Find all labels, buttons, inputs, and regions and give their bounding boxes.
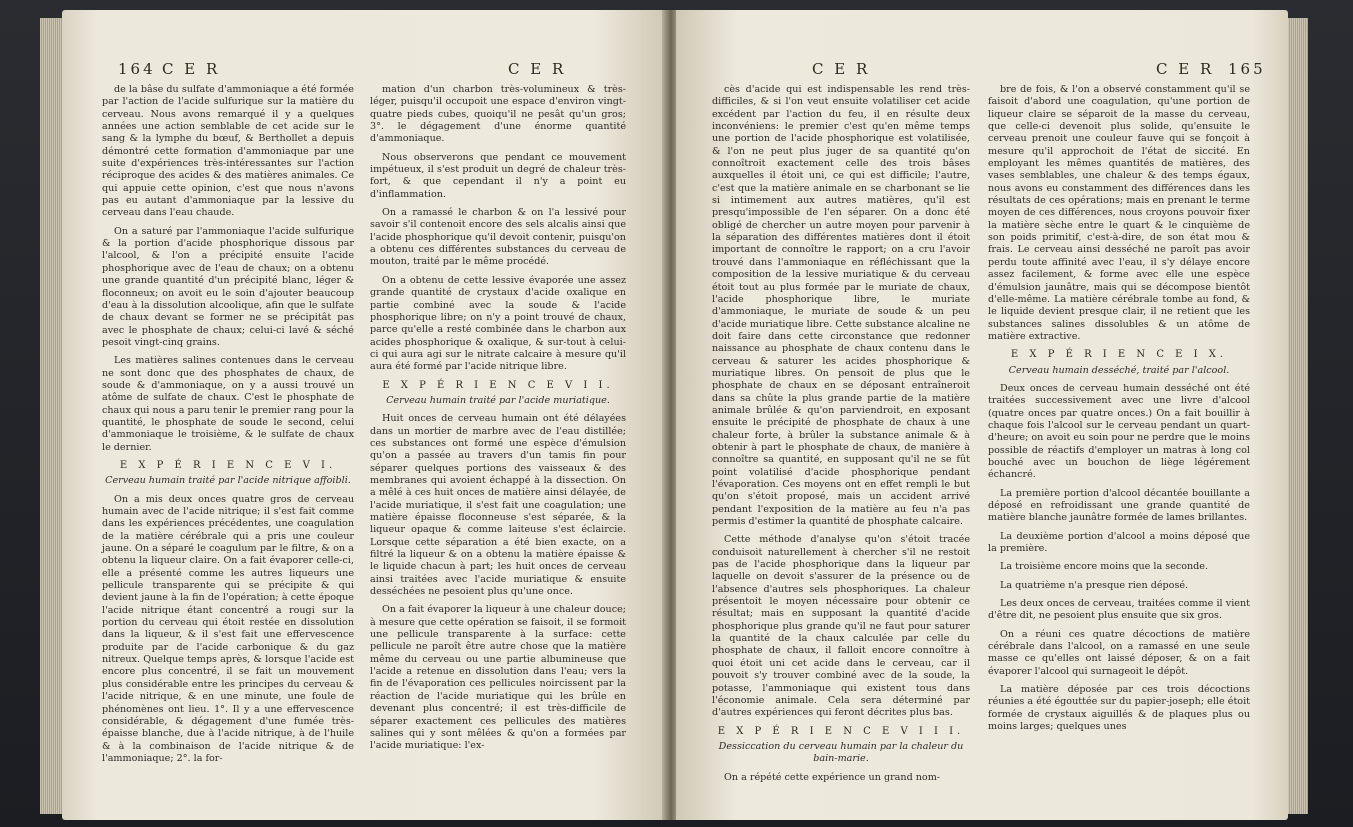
right-column-2 xyxy=(988,84,1250,740)
paragraph: Cette méthode d'analyse qu'on s'étoit tracée conduisoit naturellement à chercher s'il ne restoit pas de l'acide phosphorique dans la liqueur par laquelle on devoit s'assurer de la présence ou de l'absence d'autres sels phosphoriques. La chaleur présentoit le moyen nécessaire pour obtenir ce résultat; mais en supposant la quantité d'acide phosphorique plus grande qu'il ne faut pour saturer la quantité de la chaux calculée par celle du phosphate de chaux, il falloit encore connoître à quoi étoit uni cet acide dans le cerveau, car il pouvoit s'y trouver combiné avec de la soude, la potasse, l'ammoniaque qui existent tous dans l'économie animale. Cela sera déterminé par d'autres expériences qui feront décrites plus bas. xyxy=(712,534,970,719)
paragraph: Deux onces de cerveau humain desséché ont été traitées successivement avec une livre d'alcool (quatre onces par quatre onces.) On a fait bouillir à chaque fois l'alcool sur le cerveau pendant un quart-d'heure; on avoit eu soin pour ne perdre que le moins possible de réactifs d'employer un matras à long col bouché avec un bouchon de liège légérement échancré. xyxy=(988,382,1250,481)
paragraph: La troisième encore moins que la seconde. xyxy=(1000,561,1209,573)
right-page-number: 165 xyxy=(1228,60,1266,78)
paragraph: On a obtenu de cette lessive évaporée une assez grande quantité de crystaux d'acide oxalique en partie combiné avec la soude & l'acide phosphorique libre; on n'y a point trouvé de chaux, parce qu'elle a resté combinée dans le charbon aux acides phosphorique & oxalique, & sur-tout à celui-ci qui aura agi sur le nitrate calcaire à mesure qu'il aura été formé par l'acide nitrique libre. xyxy=(370,274,626,373)
left-column-2 xyxy=(370,84,626,759)
paragraph: cès d'acide qui est indispensable les rend très-difficiles, & si l'on veut ensuite volatiliser cet acide excédent par l'action du feu, il en résulte deux inconvéniens: le premier c'est qu'en même temps une portion de l'acide phosphorique est volatilisée, & l'on ne peut plus juger de sa quantité qu'on connoîtroit exactement celle des trois bâses auxquelles il étoit uni, ce qui est difficile; l'autre, c'est que la matière animale en se charbonant se lie si intimement aux autres matières, qu'il est presqu'impossible de l'en séparer. On a donc été obligé de chercher un autre moyen pour parvenir à la séparation des différentes matières dont il étoit important de connoître le rapport; on a cru l'avoir trouvé dans l'ammoniaque en réfléchissant que la composition de la lessive muriatique & du cerveau étoit tout au plus formée par le muriate de chaux, l'acide phosphorique libre, le muriate d'ammoniaque, le muriate de soude & un peu d'acide muriatique libre. Cette substance alcaline ne doit faire dans cette circonstance que redonner naissance au phosphate de chaux contenu dans le cerveau & saturer les acides phosphorique & muriatique libres. On pensoit de plus que le phosphate de chaux en se déposant entraîneroit dans sa chûte la plus grande partie de la matière animale brûlée & qu'on parviendroit, en exposant ensuite le précipité de phosphate de chaux à une chaleur forte, à brûler la substance animale & à obtenir à part le phosphate de chaux, de manière à connoître sa quantité, en supposant qu'il ne se fût point volatilisé d'acide phosphorique pendant l'évaporation. Ces moyens ont en effet rempli le but qu'on s'étoit proposé, mais un accident arrivé pendant l'exposition de la matière au feu n'a pas permis d'estimer la quantité de phosphate calcaire. xyxy=(712,84,970,528)
experiment-subtitle: Cerveau humain traité par l'acide muriatique. xyxy=(386,394,610,406)
experiment-subtitle: Dessiccation du cerveau humain par la chaleur du bain-marie. xyxy=(718,740,964,765)
paragraph: Huit onces de cerveau humain ont été délayées dans un mortier de marbre avec de l'eau distillée; ces substances ont formé une espèce d'émulsion qu'on a passée au travers d'un tamis fin pour séparer quelques portions des vaisseaux & des membranes qui avoient échappé à la dissection. On a mêlé à ces huit onces de matière ainsi délayée, de l'acide muriatique, il s'est fait une coagulation; une matière épaisse floconneuse s'est séparée, & la liqueur opaque & comme laiteuse s'est éclaircie. Lorsque cette séparation a été bien exacte, on a filtré la liqueur & on a obtenu la matière épaisse & le liquide chacun à part; les huit onces de cerveau ainsi traitées avec l'acide muriatique & ensuite desséchées ne pesoient plus qu'une once. xyxy=(370,413,626,598)
right-page-edges xyxy=(1286,18,1308,814)
left-page-running-head-2: C E R xyxy=(508,60,567,78)
paragraph: On a réuni ces quatre décoctions de matière cérébrale dans l'alcool, on a ramassé en une seule masse ce qu'elles ont laissé déposer, & on a fait évaporer l'alcool qui surnageoit le dépôt. xyxy=(988,628,1250,677)
right-column-1 xyxy=(712,84,970,790)
paragraph: La quatrième n'a presque rien déposé. xyxy=(1000,579,1189,591)
experiment-heading: E X P É R I E N C E I X. xyxy=(1010,349,1228,361)
left-page-edges xyxy=(40,18,64,814)
right-page-running-head-2: C E R xyxy=(1156,60,1215,78)
paragraph: La première portion d'alcool décantée bouillante a déposé en refroidissant une grande quantité de matière blanche jaunâtre formée de lames brillantes. xyxy=(988,487,1250,524)
experiment-heading: E X P É R I E N C E V I I I. xyxy=(717,725,965,737)
experiment-heading: E X P É R I E N C E V I. xyxy=(119,459,337,471)
paragraph: On a ramassé le charbon & on l'a lessivé pour savoir s'il contenoit encore des sels alcalis ainsi que l'acide phosphorique qu'il devoit contenir, puisqu'on a obtenu ces différentes substances du cerveau de mouton, traité par le même procédé. xyxy=(370,207,626,268)
right-page xyxy=(676,10,1288,820)
left-page xyxy=(62,10,666,820)
experiment-heading: E X P É R I E N C E V I I. xyxy=(382,379,614,391)
paragraph: bre de fois, & l'on a observé constamment qu'il se faisoit d'abord une coagulation, qu'une portion de liqueur claire se séparoit de la masse du cerveau, que celle-ci devenoit plus solide, qu'ensuite le cerveau prenoit une couleur fauve qui se fonçoit à mesure qu'il approchoit de l'état de siccité. En employant les mêmes quantités de matières, des vases semblables, une chaleur & des temps égaux, nous avons eu constamment des différences dans les résultats de ces opérations; mais en prenant le terme moyen de ces différences, nous croyons pouvoir fixer la matière sèche entre le quart & le cinquième de son poids primitif, c'est-à-dire, de son état mou & frais. Le cerveau ainsi desséché ne paroît pas avoir perdu toute affinité avec l'eau, il s'y délaye encore assez facilement, & forme avec elle une espèce d'émulsion jaunâtre, mais qui se décompose bientôt d'elle-même. La matière cérébrale tombe au fond, & le liquide devient presque clair, il ne retient que les substances salines dissolubles & un atôme de matière extractive. xyxy=(988,84,1250,342)
paragraph: On a saturé par l'ammoniaque l'acide sulfurique & la portion d'acide phosphorique dissous par l'alcool, & l'on a précipité ensuite l'acide phosphorique avec de l'eau de chaux; on a obtenu une grande quantité d'un précipité blanc, léger & floconneux; on avoit eu le soin d'ajouter beaucoup d'eau à la dissolution alcoolique, afin que le sulfate de chaux devant se former ne se précipitât pas avec le phosphate de chaux; celui-ci lavé & séché pesoit vingt-cinq grains. xyxy=(102,225,354,348)
paragraph: La deuxième portion d'alcool a moins déposé que la première. xyxy=(988,530,1250,555)
left-page-number: 164 xyxy=(118,60,156,78)
left-column-1 xyxy=(102,84,354,771)
right-page-running-head-1: C E R xyxy=(812,60,871,78)
paragraph: On a fait évaporer la liqueur à une chaleur douce; à mesure que cette opération se faisoit, il se formoit une pellicule transparente à la surface: cette pellicule ne paroît être autre chose que la matière même du cerveau ou une partie albumineuse que l'acide a retenue en dissolution dans l'eau; vers la fin de l'évaporation ces pellicules noircissent par la réaction de l'acide muriatique qui les brûle en devenant plus concentré; il est très-difficile de séparer exactement ces pellicules des matières salines qui y sont mêlées & qu'on a formées par l'acide muriatique: l'ex- xyxy=(370,604,626,752)
paragraph: Nous observerons que pendant ce mouvement impétueux, il s'est produit un degré de chaleur très-fort, & que cependant il n'y a point eu d'inflammation. xyxy=(370,151,626,200)
paragraph: On a répété cette expérience un grand nom- xyxy=(724,771,941,783)
paragraph: de la bâse du sulfate d'ammoniaque a été formée par l'action de l'acide sulfurique sur la matière du cerveau. Nous avons remarqué il y a quelques années une action semblable de cet acide sur le sang & la lymphe du bœuf, & Berthollet a depuis démontré cette formation d'ammoniaque par une suite d'expériences très-intéressantes sur l'action réciproque des acides & des matières animales. Ce qui appuie cette opinion, c'est que nous n'avons pas eu autant d'ammoniaque par la lessive du cerveau dans l'eau chaude. xyxy=(102,84,354,219)
experiment-subtitle: Cerveau humain traité par l'acide nitrique affoibli. xyxy=(105,475,351,487)
paragraph: Les matières salines contenues dans le cerveau ne sont donc que des phosphates de chaux, de soude & d'ammoniaque, on y a aussi trouvé un atôme de sulfate de chaux. C'est le phosphate de chaux qui nous a paru tenir le premier rang pour la quantité, le phosphate de soude le second, celui d'ammoniaque le troisième, & le sulfate de chaux le dernier. xyxy=(102,355,354,453)
paragraph: mation d'un charbon très-volumineux & très-léger, puisqu'il occupoit une espace d'environ vingt-quatre pieds cubes, quoiqu'il ne pesât qu'un gros; 3°. le dégagement d'une énorme quantité d'ammoniaque. xyxy=(370,84,626,145)
paragraph: On a mis deux onces quatre gros de cerveau humain avec de l'acide nitrique; il s'est fait comme dans les expériences précédentes, une coagulation de la matière cérébrale qui a pris une couleur jaune. On a séparé le coagulum par le filtre, & on a obtenu la liqueur claire. On a fait évaporer celle-ci, elle a présenté comme les autres liqueurs une pellicule transparente qui se précipite & qui devient jaune à la fin de l'opération; à cette époque l'acide nitrique étant concentré a rougi sur la portion du cerveau qui étoit restée en dissolution dans la liqueur, & il s'est fait une effervescence produite par de l'acide carbonique & du gaz nitreux. Quelque temps après, & lorsque l'acide est encore plus concentré, il se fait un mouvement plus considérable entre les principes du cerveau & l'acide nitrique, & en une minute, une foule de phénomènes ont lieu. 1°. Il y a une effervescence considérable, & dégagement d'une fumée très-épaisse blanche, due à l'acide nitrique, à de l'huile & à la combinaison de l'acide nitrique & de l'ammoniaque; 2°. la for- xyxy=(102,493,354,764)
paragraph: La matière déposée par ces trois décoctions réunies a été égouttée sur du papier-joseph; elle étoit formée de crystaux aiguillés & de plaques plus ou moins larges; quelques unes xyxy=(988,684,1250,733)
paragraph: Les deux onces de cerveau, traitées comme il vient d'être dit, ne pesoient plus ensuite que six gros. xyxy=(988,598,1250,622)
left-page-running-head-1: C E R xyxy=(162,60,221,78)
experiment-subtitle: Cerveau humain desséché, traité par l'alcool. xyxy=(1008,364,1230,376)
